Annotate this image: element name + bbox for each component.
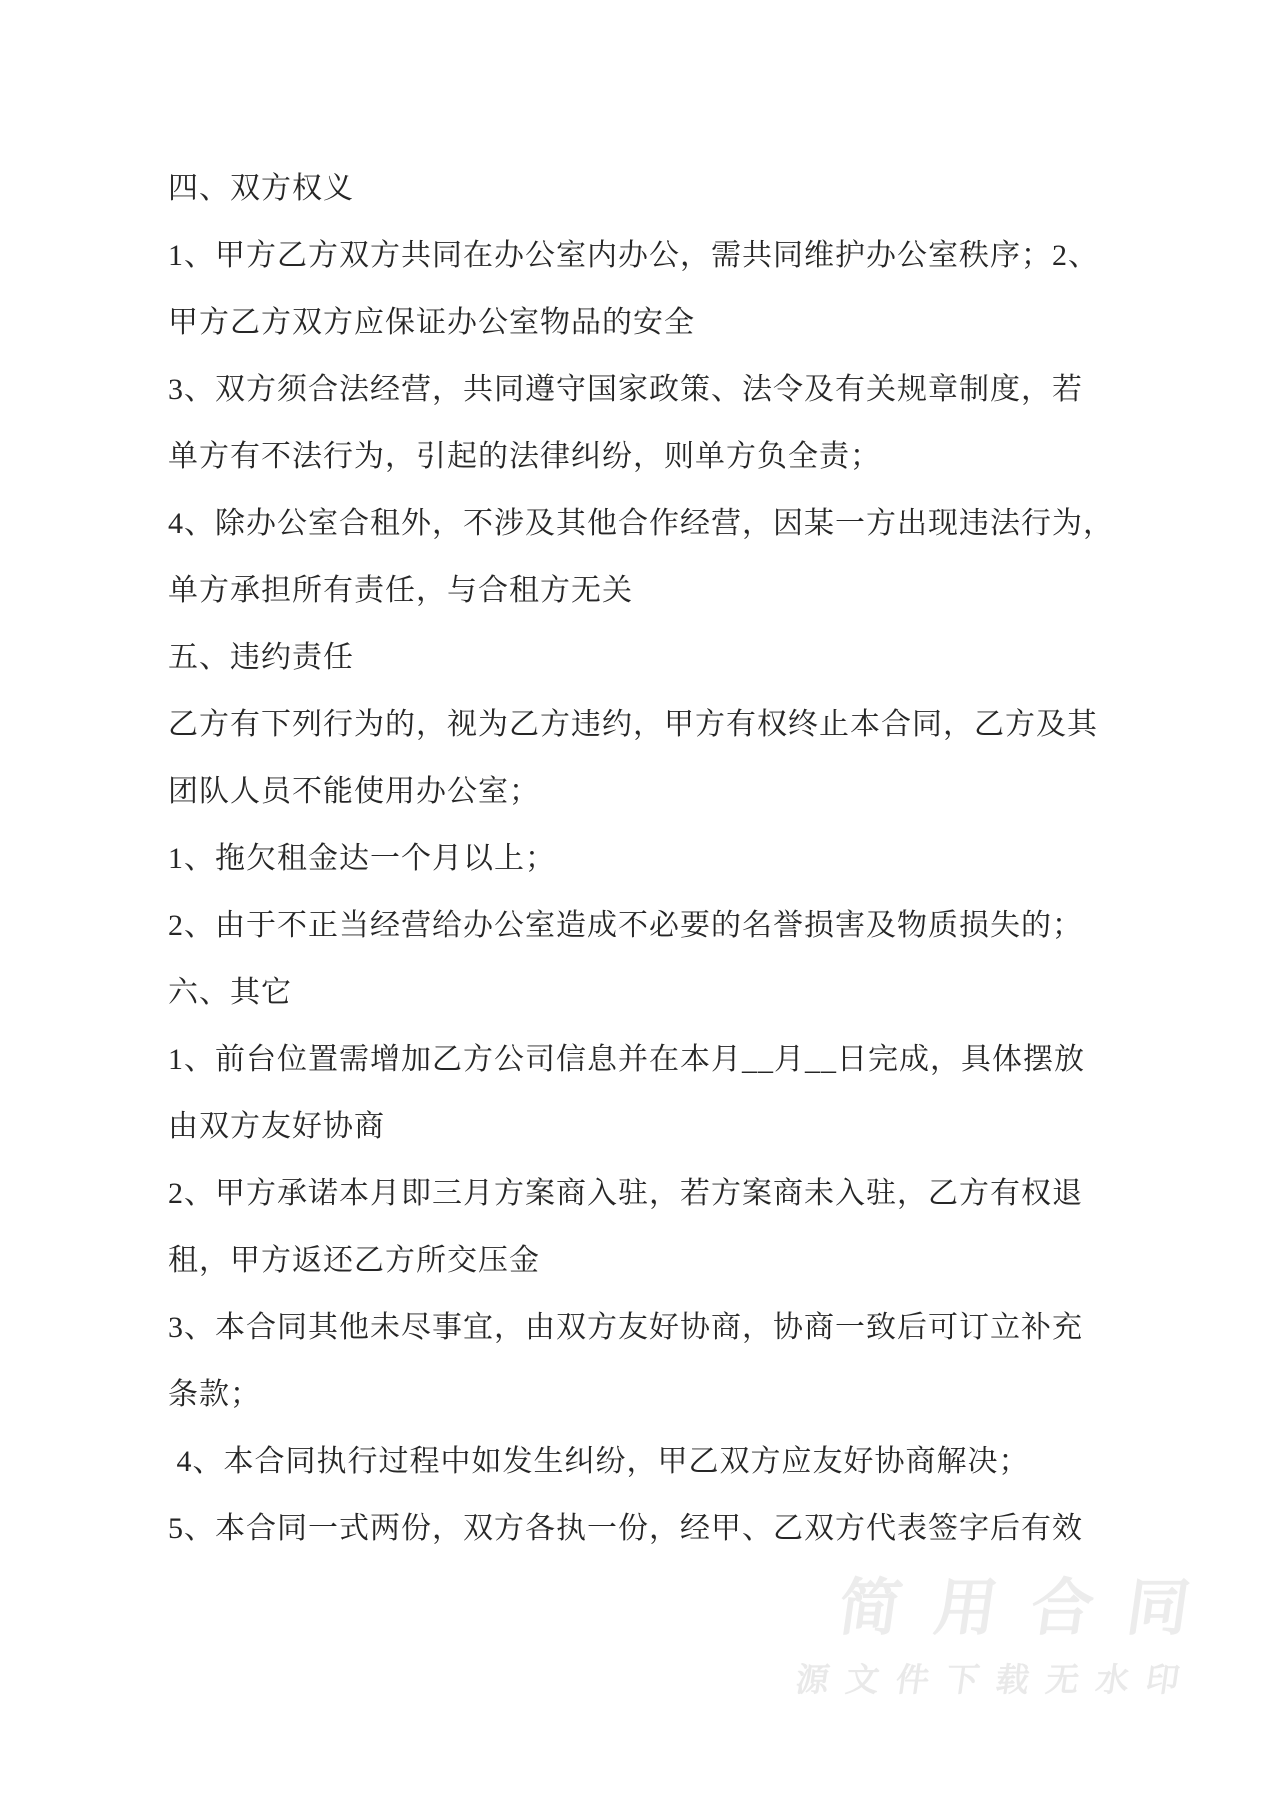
contract-line: 单方承担所有责任，与合租方无关 (168, 574, 633, 607)
contract-line: 4、本合同执行过程中如发生纠纷，甲乙双方应友好协商解决； (168, 1445, 1030, 1478)
contract-line: 单方有不法行为，引起的法律纠纷，则单方负全责； (168, 440, 881, 473)
section-heading: 四、双方权义 (168, 172, 354, 205)
contract-line: 由双方友好协商 (168, 1110, 385, 1143)
contract-line: 团队人员不能使用办公室； (168, 775, 540, 808)
contract-line: 乙方有下列行为的，视为乙方违约，甲方有权终止本合同，乙方及其 (168, 708, 1098, 741)
watermark-tagline: 源文件下载无水印 (793, 1661, 1199, 1698)
contract-line: 2、甲方承诺本月即三月方案商入驻，若方案商未入驻，乙方有权退 (168, 1177, 1083, 1210)
contract-line: 5、本合同一式两份，双方各执一份，经甲、乙双方代表签字后有效 (168, 1512, 1083, 1545)
contract-line: 甲方乙方双方应保证办公室物品的安全 (168, 306, 695, 339)
contract-line: 1、前台位置需增加乙方公司信息并在本月__月__日完成，具体摆放 (168, 1043, 1085, 1076)
contract-line: 4、除办公室合租外，不涉及其他合作经营，因某一方出现违法行为， (168, 507, 1114, 540)
contract-line: 1、拖欠租金达一个月以上； (168, 842, 556, 875)
contract-line: 2、由于不正当经营给办公室造成不必要的名誉损害及物质损失的； (168, 909, 1083, 942)
contract-line: 3、双方须合法经营，共同遵守国家政策、法令及有关规章制度，若 (168, 373, 1083, 406)
contract-body (168, 155, 1220, 1562)
section-heading: 六、其它 (168, 976, 292, 1009)
watermark-brand: 简用合同 (834, 1574, 1228, 1643)
contract-line: 条款； (168, 1378, 261, 1411)
section-heading: 五、违约责任 (168, 641, 354, 674)
contract-line: 3、本合同其他未尽事宜，由双方友好协商，协商一致后可订立补充 (168, 1311, 1083, 1344)
contract-line: 1、甲方乙方双方共同在办公室内办公，需共同维护办公室秩序；2、 (168, 239, 1099, 272)
watermark (793, 1574, 1228, 1698)
contract-line: 租，甲方返还乙方所交压金 (168, 1244, 540, 1277)
